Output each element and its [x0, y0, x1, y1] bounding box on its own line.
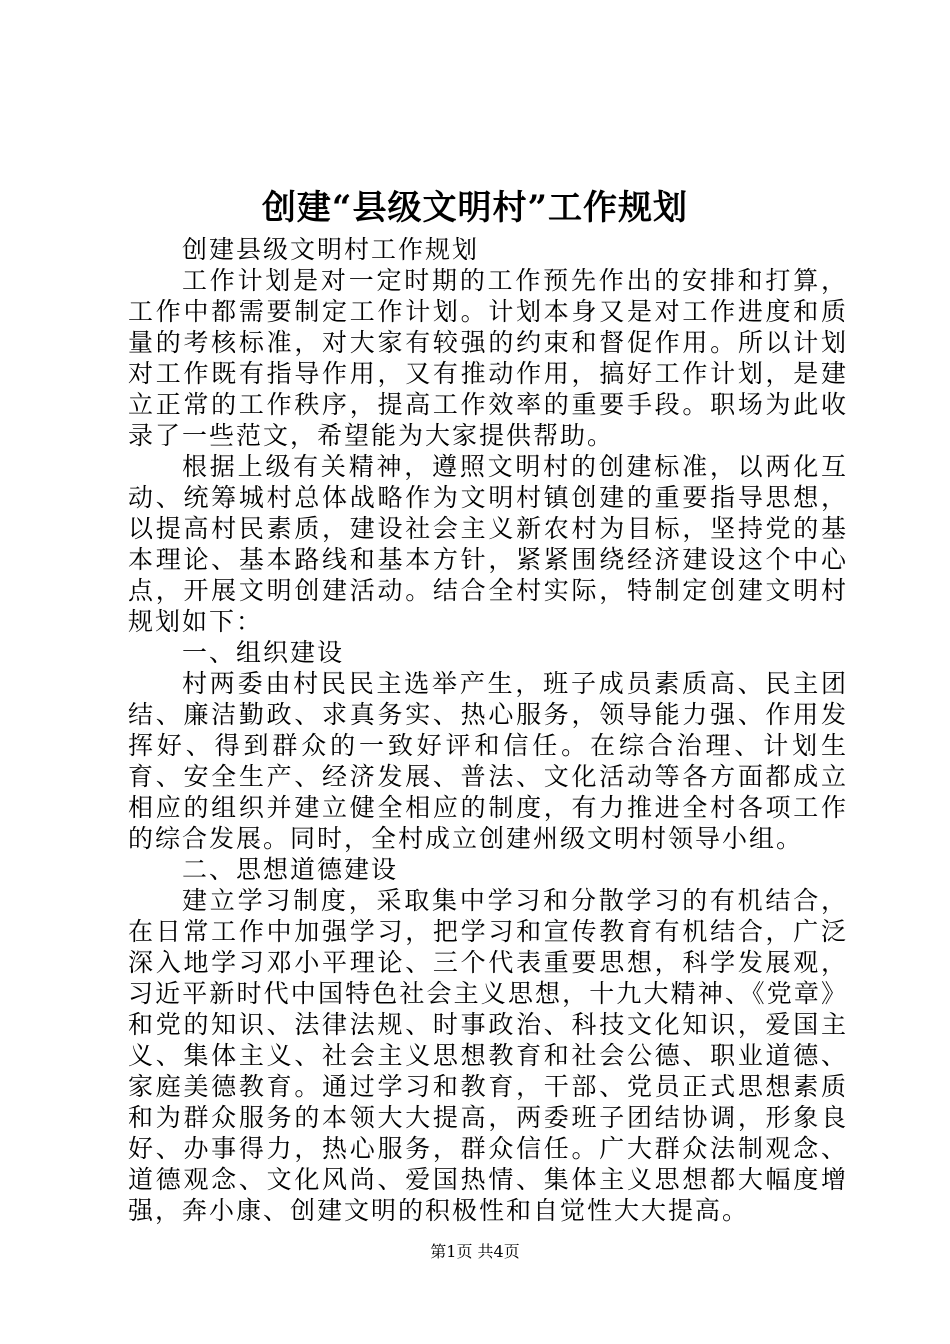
section-heading-ideology: 二、思想道德建设: [182, 855, 399, 884]
paragraph-intro: 工作计划是对一定时期的工作预先作出的安排和打算，工作中都需要制定工作计划。计划本身又是对工作进度和质量的考核标准，对大家有较强的约束和督促作用。所以计划对工作既有指导作用，又有推动作用，搞好工作计划，是建立正常的工作秩序，提高工作效率的重要手段。职场为此收录了一些范文，希望能为大家提供帮助。: [128, 266, 848, 450]
paragraph-subtitle: 创建县级文明村工作规划: [182, 235, 480, 264]
page-number-footer: 第1页 共4页: [430, 1242, 520, 1261]
section-heading-organization: 一、组织建设: [182, 638, 345, 667]
document-title: 创建“县级文明村”工作规划: [261, 188, 689, 228]
paragraph-organization: 村两委由村民民主选举产生，班子成员素质高、民主团结、廉洁勤政、求真务实、热心服务，领导能力强、作用发挥好、得到群众的一致好评和信任。在综合治理、计划生育、安全生产、经济发展、普法、文化活动等各方面都成立相应的组织并建立健全相应的制度，有力推进全村各项工作的综合发展。同时，全村成立创建州级文明村领导小组。: [128, 669, 848, 853]
paragraph-ideology: 建立学习制度，采取集中学习和分散学习的有机结合，在日常工作中加强学习，把学习和宣传教育有机结合，广泛深入地学习邓小平理论、三个代表重要思想，科学发展观，习近平新时代中国特色社会主义思想，十九大精神、《党章》和党的知识、法律法规、时事政治、科技文化知识，爱国主义、集体主义、社会主义思想教育和社会公德、职业道德、家庭美德教育。通过学习和教育，干部、党员正式思想素质和为群众服务的本领大大提高，两委班子团结协调，形象良好、办事得力，热心服务，群众信任。广大群众法制观念、道德观念、文化风尚、爱国热情、集体主义思想都大幅度增强，奔小康、创建文明的积极性和自觉性大大提高。: [128, 886, 848, 1225]
paragraph-guiding-principle: 根据上级有关精神，遵照文明村的创建标准，以两化互动、统筹城村总体战略作为文明村镇创建的重要指导思想，以提高村民素质，建设社会主义新农村为目标，坚持党的基本理论、基本路线和基本方针，紧紧围绕经济建设这个中心点，开展文明创建活动。结合全村实际，特制定创建文明村规划如下：: [128, 452, 848, 636]
document-body: [128, 234, 848, 1226]
